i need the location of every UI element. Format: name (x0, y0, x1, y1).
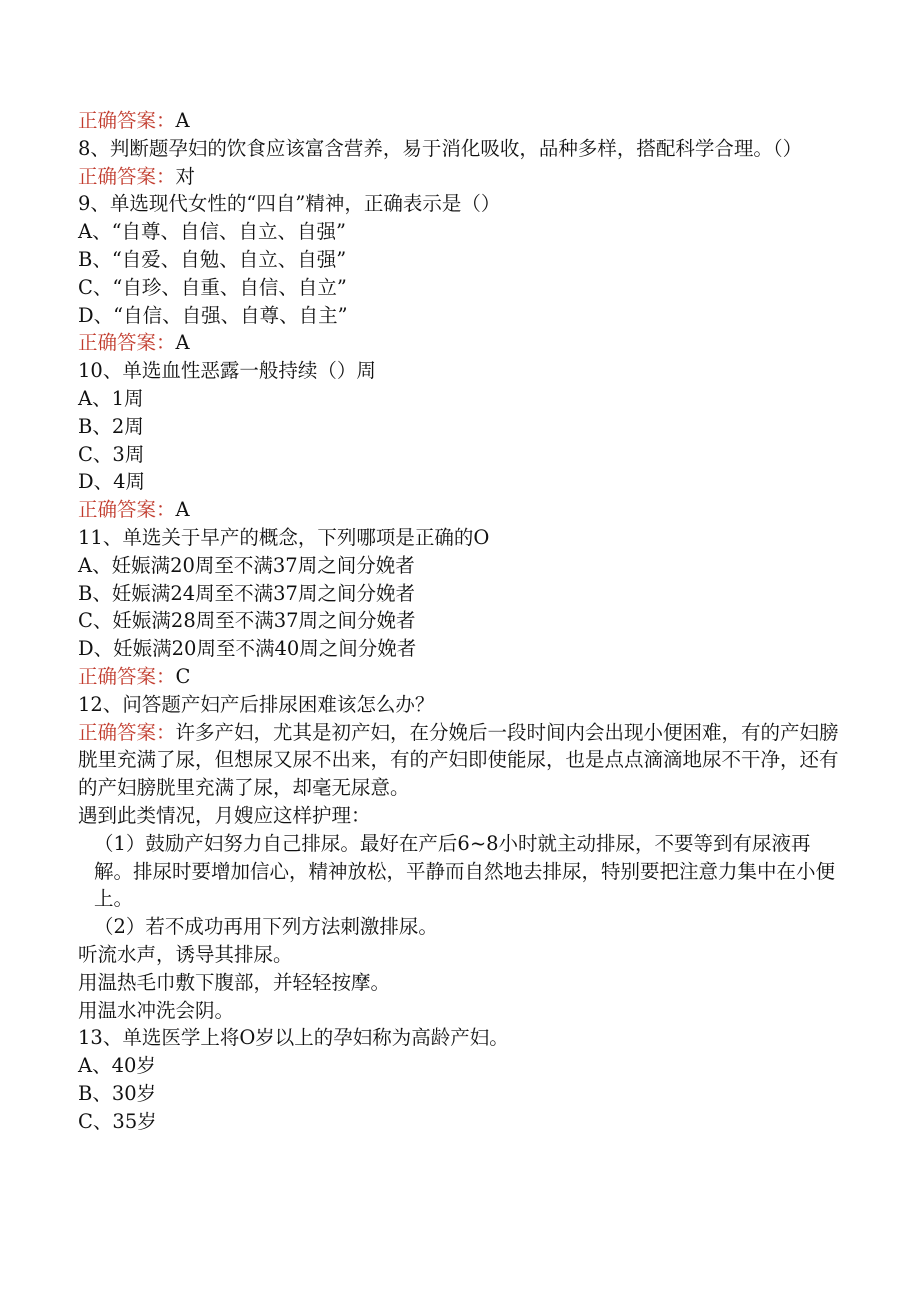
text-line: B、“自爱、自勉、自立、自强” (78, 247, 347, 271)
text-line: 11、单选关于早产的概念，下列哪项是正确的O (78, 525, 490, 549)
text-line: 10、单选血性恶露一般持续（）周 (78, 359, 376, 383)
text-line: B、2周 (78, 414, 144, 438)
text-line: A、“自尊、自信、自立、自强” (78, 220, 347, 244)
text-line: 9、单选现代女性的“四自”精神，正确表示是（） (78, 192, 501, 216)
answer-line (78, 496, 848, 524)
text-line: D、妊娠满20周至不满40周之间分娩者 (78, 637, 417, 661)
text-line: D、4周 (78, 470, 146, 494)
text-line: 8、判断题孕妇的饮食应该富含营养，易于消化吸收，品种多样，搭配科学合理。（） (78, 136, 803, 160)
text-line: A、1周 (78, 386, 144, 410)
text-line: 听流水声，诱导其排尿。 (78, 942, 293, 966)
answer-label: 正确答案： (78, 109, 176, 132)
text-line: C、“自珍、自重、自信、自立” (78, 275, 347, 299)
answer-line (78, 719, 848, 802)
text-line: （1）鼓励产妇努力自己排尿。最好在产后6~8小时就主动排尿，不要等到有尿液再解。排尿时要增加信心，精神放松，平静而自然地去排尿，特别要把注意力集中在小便上。 (94, 831, 836, 911)
answer-value: A (175, 498, 190, 522)
answer-line (78, 163, 848, 191)
text-line: 用温水冲洗会阴。 (78, 998, 235, 1022)
text-line: C、3周 (78, 442, 145, 466)
answer-label: 正确答案： (78, 331, 176, 355)
text-line: 遇到此类情况，月嫂应这样护理： (78, 803, 371, 827)
text-line: B、妊娠满24周至不满37周之间分娩者 (78, 581, 415, 605)
answer-line (78, 107, 848, 135)
text-line: D、“自信、自强、自尊、自主” (78, 303, 348, 327)
answer-line (78, 663, 848, 691)
text-line: A、40岁 (78, 1054, 156, 1078)
text-line: B、30岁 (78, 1081, 157, 1105)
answer-label: 正确答案： (78, 164, 176, 188)
answer-value: 对 (175, 164, 196, 188)
answer-line (78, 329, 848, 357)
text-line: C、35岁 (78, 1109, 157, 1133)
answer-label: 正确答案： (78, 498, 176, 522)
answer-value: C (175, 664, 191, 688)
answer-value: A (175, 331, 190, 355)
answer-value: 许多产妇，尤其是初产妇，在分娩后一段时间内会出现小便困难，有的产妇膀胱里充满了尿，但想尿又尿不出来，有的产妇即使能尿，也是点点滴滴地尿不干净，还有的产妇膀胱里充满了尿，却毫无尿意。 (78, 720, 839, 800)
answer-label: 正确答案： (78, 664, 176, 688)
text-line: （2）若不成功再用下列方法刺激排尿。 (94, 915, 438, 939)
answer-value: A (175, 109, 190, 132)
answer-label: 正确答案： (78, 720, 176, 744)
text-line: 12、问答题产妇产后排尿困难该怎么办？ (78, 692, 435, 716)
text-line: C、妊娠满28周至不满37周之间分娩者 (78, 609, 416, 633)
text-line: A、妊娠满20周至不满37周之间分娩者 (78, 553, 415, 577)
text-line: 13、单选医学上将O岁以上的孕妇称为高龄产妇。 (78, 1026, 509, 1050)
text-line: 用温热毛巾敷下腹部，并轻轻按摩。 (78, 970, 391, 994)
document-page (78, 107, 848, 1135)
